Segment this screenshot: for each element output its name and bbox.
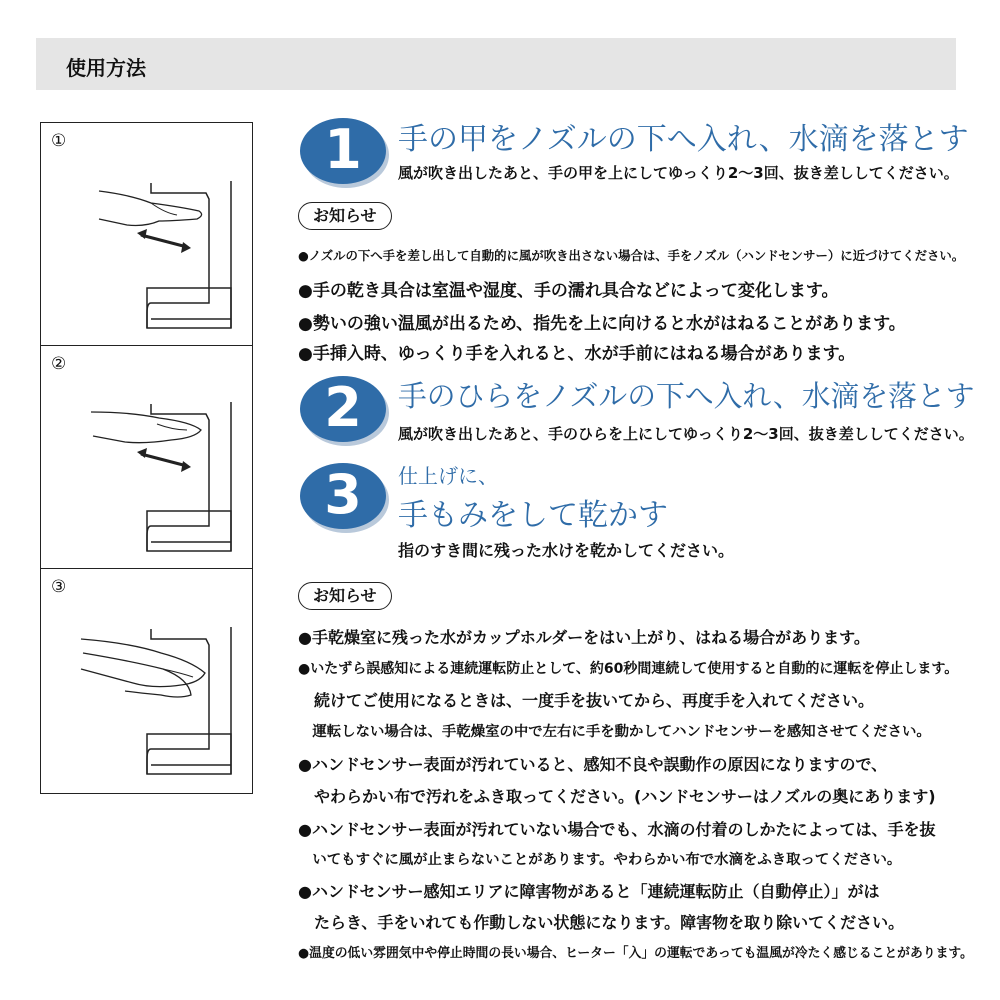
step-number: 2 [324,376,362,439]
step-1-subtitle: 風が吹き出したあと、手の甲を上にしてゆっくり2〜3回、抜き差ししてください。 [398,164,959,182]
step-2-title: 手のひらをノズルの下へ入れ、水滴を落とす [398,379,975,413]
notice-item: ●勢いの強い温風が出るため、指先を上に向けると水がはねることがあります。 [298,314,906,334]
notice-label: お知らせ [298,202,392,230]
notice-item: ●ハンドセンサー表面が汚れていない場合でも、水滴の付着のしかたによっては、手を抜 [298,820,936,839]
step-3-subtitle: 指のすき間に残った水けを乾かしてください。 [398,541,735,560]
step-3-badge [300,463,386,529]
illustration-panel-3 [40,568,253,794]
step-number: 3 [324,463,362,526]
notice-item: 続けてご使用になるときは、一度手を抜いてから、再度手を入れてください。 [298,691,875,710]
notice-item: やわらかい布で汚れをふき取ってください。(ハンドセンサーはノズルの奥にあります) [298,787,936,806]
step-3-title-line2: 手もみをして乾かす [398,498,668,533]
notice-item: ●ハンドセンサー表面が汚れていると、感知不良や誤動作の原因になりますので、 [298,755,888,774]
illustration-panel-2 [40,345,253,570]
illustration-panel-1 [40,122,253,347]
palm-illustration [41,346,252,569]
notice-item: ●手挿入時、ゆっくり手を入れると、水が手前にはねる場合があります。 [298,344,856,364]
notice-item: ●手の乾き具合は室温や湿度、手の濡れ具合などによって変化します。 [298,281,839,301]
notice-item: ●ノズルの下へ手を差し出して自動的に風が吹き出さない場合は、手をノズル（ハンドセンサー）に近づけてください。 [298,248,965,263]
section-header [36,38,956,90]
panel-number: ③ [51,577,67,597]
notice-item: ●ハンドセンサー感知エリアに障害物があると「連続運転防止（自動停止）」がは [298,882,880,901]
step-number: 1 [324,118,362,181]
notice-item: いてもすぐに風が止まらないことがあります。やわらかい布で水滴をふき取ってください。 [298,852,902,868]
notice-item: ●温度の低い雰囲気中や停止時間の長い場合、ヒーター「入」の運転であっても温風が冷たく感じることがあります。 [298,946,973,961]
panel-number: ① [51,131,67,151]
notice-item: たらき、手をいれても作動しない状態になります。障害物を取り除いてください。 [298,913,905,932]
step-2-subtitle: 風が吹き出したあと、手のひらを上にしてゆっくり2〜3回、抜き差ししてください。 [398,425,974,443]
notice-item: 運転しない場合は、手乾燥室の中で左右に手を動かしてハンドセンサーを感知させてください。 [298,724,931,740]
section-title: 使用方法 [66,56,146,80]
step-1-badge [300,118,386,184]
panel-number: ② [51,354,67,374]
back-of-hand-illustration [41,123,252,346]
notice-item: ●いたずら誤感知による連続運転防止として、約60秒間連続して使用すると自動的に運転を停止します。 [298,661,959,677]
notice-item: ●手乾燥室に残った水がカップホルダーをはい上がり、はねる場合があります。 [298,628,870,647]
step-1-title: 手の甲をノズルの下へ入れ、水滴を落とす [398,122,969,157]
step-3-title-line1: 仕上げに、 [398,464,498,488]
step-2-badge [300,376,386,442]
notice-label: お知らせ [298,582,392,610]
hand-rub-illustration [41,569,252,793]
